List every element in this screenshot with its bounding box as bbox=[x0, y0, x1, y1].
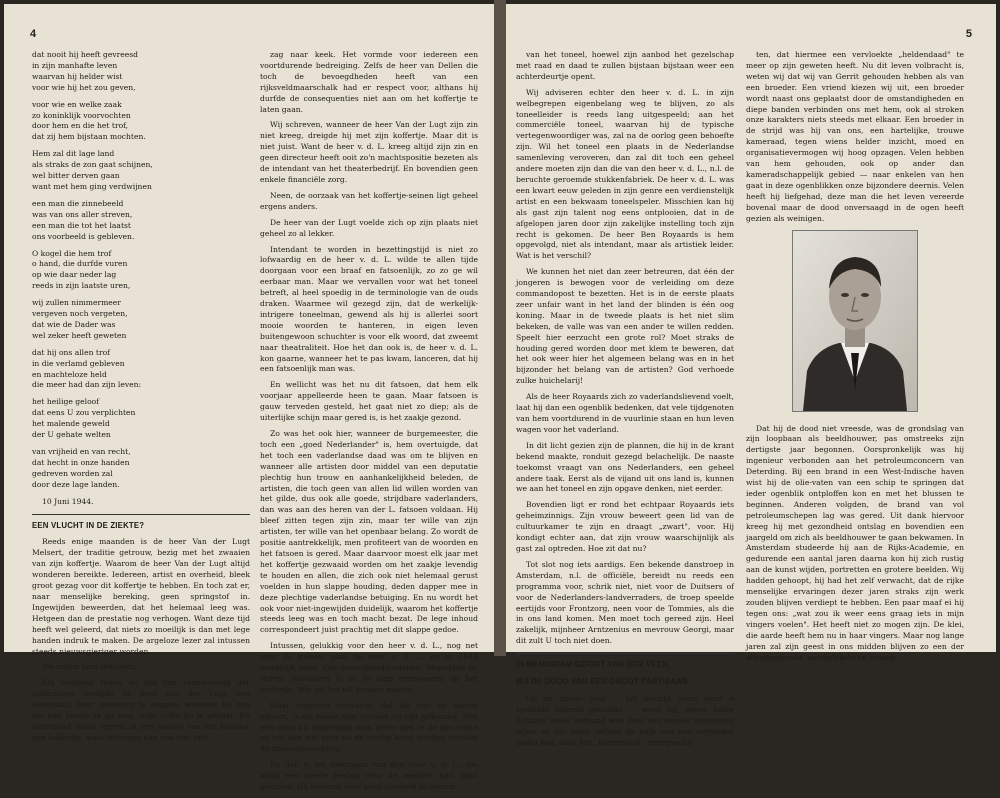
poem-stanza: Hem zal dit lage land als straks de zon gaat schijnen, wel bitter derven gaan want met hem ging verdwijnen bbox=[32, 149, 153, 191]
paragraph: Intendant te worden in bezettingstijd is niet zo lofwaardig en de heer v. d. L. wilde te allen tijde doorgaan voor een braaf en fatsoenlijk, zo zo ge wil eerbaar man. Maar we vervallen voor wat het toneel betreft, al heel spoedig in de terminologie van de ouds draken. Waarmee wil gezegd zijn, dat de werkelijk-intrigere toneelman, gewend als hij is allerlei soort mooie woorden te hanteren, in eigen leven buitengewoon schuchter is voor elk woord, dat zweemt naar theatraliteit. Hoe het dan ook is, de heer v. d. L. kon gaarne, wanneer het te pas kwam, lanceren, dat hij een fatsoenlijk man was. bbox=[260, 244, 478, 374]
memoriam-title: IN MEMORIAM GERRIT VAN DER VEEN. bbox=[516, 660, 671, 670]
right-page bbox=[506, 4, 996, 747]
paragraph: Tot slot nog iets aardigs. Een bekende danstroep in Amsterdam, n.l. de officiële, bereidt nu reeds een programma voor, schrik niet, niet voor de Duitsers of voor de Nederlanders-landverraders, de troep speelde eertijds voor Frontzorg, neen voor de Tommies, als die in ons land komen. Men moet toch gereed zijn. Heel zakelijk, mijnheer Arntzenius en mevrouw Georgi, maar dit zult U toch niet doen. bbox=[516, 559, 734, 646]
paragraph: Wij adviseren echter den heer v. d. L. in zijn welbegrepen eigenbelang weg te blijven, zo als toneelleider is reeds lang uitgespeeld; aan het commerciële toneel, waarvan hij de typische vertegenwoordiger was, zal na de oorlog geen behoefte zijn. Wil het toneel een plaats in de Nederlandse samenleving veroveren, dan zal dit toch een geheel andere moeten zijn dan die van den heer v. d. L., n.l. de beruchte geroemde stukkenfabriek. De heer v. d. L. was een kwart eeuw geleden in zijn genre een verdienstelijk artist en een bekwaam toneelspeler. Misschien kan hij als gast zijn talent nog eens ontplooien, dat in de afgelopen jaren door zijn zakelijke instelling toch zijn recht is gekomen. De heer Ben Royaards is hem opgevolgd, niet als intendant, maar als artistiek leider. Wat is het verschil? bbox=[516, 87, 734, 261]
paragraph: Elk voorjaar, tegen de tijd van vernieuwing der contracten, dreigde de heer van der Lugt met heengaan, door stereotyp te zeggen, wanneer hij zijn zin niet kreeg: ik ga weg, mijn koffertje is gepakt. En inderdaad stond ergens in een hoekje van het kantoor een koffertje, waar iedereen dan ook met ont- bbox=[32, 678, 250, 742]
paragraph: Als de heer Royaards zich zo vaderlandslievend voelt, laat hij dan een ogenblik bedenken, dat vele tijdgenoten van hem voortdurend in de vuurlinie staan en hun leven wagen voor het vaderland. bbox=[516, 392, 734, 434]
poem-stanza: voor wie en welke zaak zo koninklijk voorvochten door hem en die het trof, dat zij hem bijstaan mochten. bbox=[32, 99, 146, 142]
portrait-image bbox=[793, 231, 917, 411]
paragraph: Bovendien ligt er rond het echtpaar Royaards iets geheimzinnigs. Zijn vrouw beweert geen lid van de cultuurkamer te zijn en draagt „zwart", voor. Hij kondigt echter aan, dat zijn vrouw waarschijnlijk als gast zal optreden. Hoe zit dat nu? bbox=[516, 500, 734, 553]
paragraph: Dat hij de dood niet vreesde, was de grondslag van zijn loopbaan als beeldhouwer, pas omstreeks zijn dertigste jaar begonnen. Oorspronkelijk was hij ingenieur verbonden aan het petroleumconcern van Deterding. Bij een brand in een West-Indische haven wist hij de olie-vaten van een schip te springen dat ieder ogenblik ontploffen kon en met het blussen te beginnen. Anderen volgden, de brand van vol petroleumschepen lag was gered. Uit dank hiervoor kreeg hij met gezondheid ontslag en bovendien een jaargeld om zich als beeldhouwer te gaan bekwamen. In Amsterdam studeerde hij aan de Rijks-Academie, en gedurende een aantal jaren daarna kon hij zich rustig aan de kunst wijden, portretten en grotere beelden. Wij hadden gehoopt, hij had het zelf verwacht, dat de rijke menselijke ervaringen dezer jaren straks zijn werk zouden blijven verdiept te hebben. Een paar maaf ei hij tegen ons: „wat zou ik weer eens graag iets in mijn vingers voelen". Het heeft niet zo mogen zijn. De klei, die aarde heeft hem nu in haar vingers. Maar nog lange jaren zal zijn geest in ons midden blijven zo een der allerdapperste, menselijkste en belang- bbox=[746, 423, 964, 662]
paragraph: Op de tiende Juni — het bericht werd eerst e twaalfde bekend gemaakt — werd hij, wiens halve lichaam reeds verlamd was door een eerder ontvangen schot en die lader geheel de hulp van een verpleger nodig had, door het „Herrenvolk" neergescho- bbox=[516, 693, 734, 747]
poem-stanza: dat nooit hij heeft gevreesd in zijn manhafte leven waarvan hij helder wist voor wie hij het zou geven, bbox=[32, 50, 139, 92]
page-number-left: 4 bbox=[30, 28, 37, 40]
poem-stanza: van vrijheid en van recht, dat hecht in onze handen gedreven worden zal door deze lage landen. bbox=[32, 447, 131, 489]
book-gutter bbox=[494, 0, 506, 656]
memoriam-subtitle: BIJ DE DOOD VAN EEN GROOT PARTISAAN. bbox=[516, 677, 691, 687]
paragraph: Zo was het ook hier, wanneer de burgemeester, die toch een „goed Nederlander" is, hem overtuigde, dat het toch een vaderlandse daad was om te blijven en wanneer alle artisten door middel van een deputatie plechtig hun trouw en aanhankelijkheid beleden, de artisten, die toch geen van allen lid willen worden van het gilde, dus ook alle goede, strijdbare vaderlanders, dan was aan des heren van der L. fatsoen voldaan. Hij bleef zitten tegen zijn zin, maar ter wille van zijn artisten, ter wille van het openbaar belang. Zo wordt de positie aantrekkelijk, men profiteert van de woorden en het fatsoen is gered. Maar daarvoor moest elk jaar met het koffertje gezwaaid worden om het zaakje levendig te houden en allen, die zich ook niet helemaal gerust voelden in hun slappe houding, deden dapper mee in deze plechtige vaderlandse betuiging. En nu wordt het ook voor niet-ingewijden duidelijk, waarom het koffertje steeds leeg was en toch macht bezat. De lege inhoud correspondeert juist prachtig met dit slappe gedoe. bbox=[260, 429, 478, 635]
paragraph: Wij schreven, wanneer de heer Van der Lugt zijn zin niet kreeg, dreigde hij met zijn koffertje. Maar dit is niet juist. Want de heer v. d. L. kreeg altijd zijn zin en geen directeur heeft ooit zo'n machtspositie bezeten als de intendant van het theaterbedrijf. En bovendien geen enkele financiële zorg. bbox=[260, 120, 478, 184]
right-column-2 bbox=[746, 50, 964, 668]
divider bbox=[516, 653, 734, 654]
poem bbox=[32, 50, 250, 491]
left-column-2 bbox=[260, 50, 478, 798]
paragraph: We zullen hem inlichten. bbox=[42, 662, 137, 672]
poem-stanza: dat hij ons allen trof in die verlamd gebleven en machteloze held die meer had dan zijn leven: bbox=[32, 347, 142, 390]
paragraph: In dit licht gezien zijn de plannen, die hij in de krant bekend maakte, ronduit gezegd belachelijk. De naaste toekomst vraagt van ons Nederlanders, een geheel andere taak. Eerst als de vijand uit ons land is, kunnen we aan het toneel en zijn opgave denken, niet eerder. bbox=[516, 440, 734, 494]
divider bbox=[32, 514, 250, 515]
poem-stanza: O kogel die hem trof o hand, die durfde vuren op wie daar neder lag reeds in zijn laatste uren, bbox=[32, 248, 131, 291]
paragraph: Intussen, gelukkig voor den heer v. d. L., nog net voor de invasie gaat de heer v. d. L. nu in 1944 werkelijk heen. Om gezondheidsredenen. Misschien de reden, misschien is er te slap gereageerd op het koffertje. Wie zal het uit kunnen maken. bbox=[260, 641, 478, 694]
paragraph: ten, dat hiermee een vervloekte „heldendaad" te meer op zijn geweten heeft. Nu dit leven volbracht is, weten wij dat wij van Gerrit gehouden hebben als van een broeder. Een vriend kiezen wij uit, een broeder wordt naast ons geplaatst door de omstandigheden en diepe banden verbinden ons met hem, ook al stroken onze karakters niets steeds met elkaar. Een broeder in de strijd was hij van ons, een hartelijke, trouwe kameraad, tegen wiens helder inzicht, moed en organisatievermogen wij hoog opzagen. Velen hebben van hem gehouden, ook op ander dan kameradschappelijk gebied — naar enkelen van hen gaat in deze ogenblikken onze bijzondere deernis. Velen heeft hij liefgehad, deze man die het leven vereerde bovenal maar de dood onversaagd in de ogen heeft gezien als weinigen. bbox=[746, 50, 964, 223]
paragraph: En dan is het heengaan van den heer v. d. L., die altijd een goede feeling voor de realiteit had, juist gekozen. Hij bewerst voor goed afscheid te nemen bbox=[260, 760, 478, 792]
paragraph: De heer van der Lugt voelde zich op zijn plaats niet geheel zo al lekker. bbox=[260, 217, 478, 238]
paragraph: Waar iedereen verwacht, dat dit jaar de oorlog afloopt, is de ziekte dan precies op tijd gekomen. Met een mooi als fatsoenlijk man liever niet in de kou staan en het kon wel eens na de oorlog koud worden rondom de stadsschouwburg. bbox=[260, 700, 478, 754]
paragraph: van het toneel, hoewel zijn aanbod het gezelschap met raad en daad te zullen bijstaan bijstaan weer een achterdeurtje opent. bbox=[516, 50, 734, 81]
left-column-1 bbox=[32, 50, 250, 749]
paragraph: En wellicht was het nu dit fatsoen, dat hem elk voorjaar appelleerde heen te gaan. Maar fatsoen is gauw terveden gesteld, het gaat niet zo diep; als de uiterlijke schijn maar gered is, is het zaakje gezond. bbox=[260, 380, 478, 423]
right-column-1 bbox=[516, 50, 734, 753]
article-title: EEN VLUCHT IN DE ZIEKTE? bbox=[32, 520, 145, 530]
poem-stanza: een man die zinnebeeld was van ons aller streven, een man die tot het laatst ons voorbeeld is gebleven. bbox=[32, 198, 135, 241]
paragraph: Neen, de oorzaak van het koffertje-seinen ligt geheel ergens anders. bbox=[260, 190, 478, 211]
paragraph: Reeds enige maanden is de heer Van der Lugt Melsert, der traditie getrouw, bezig met het zwaaien van zijn koffertje. Waarom de heer Van der Lugt altijd wonderen bereikte. Iedereen, artist en overheid, bleek groot gezag voor dit koffertje te hebben. En toch zat er, naar menselijke bereking, geen springstof in. Ingewijden beweerden, dat het helemaal leeg was. Hetgeen dan de prestatie nog verhogen. Want deze tijd heeft wel geleerd, dat niets zo moeilijk is dan met lege handen indruk te maken. De argeloze lezer zal intussen steeds nieuwsgieriger worden. bbox=[32, 537, 250, 656]
left-page bbox=[4, 4, 494, 792]
paragraph: zag naar keek. Het vormde voor iedereen een voortdurende bedreiging. Zelfs de heer van Dellen die toch de bevoegdheden heeft van een rijksveldmaarschalk had er respect voor, althans hij durfde de consequenties niet aan om het koffertje te laten gaan. bbox=[260, 50, 478, 114]
page-number-right: 5 bbox=[965, 28, 972, 40]
poem-date: 10 Juni 1944. bbox=[42, 496, 94, 506]
poem-stanza: wij zullen nimmermeer vergeven noch vergeten, dat wie de Dader was wel zeker heeft geweten bbox=[32, 298, 128, 340]
portrait-photo bbox=[792, 230, 918, 412]
poem-stanza: het heilige geloof dat eens U zou verplichten het malende geweld der U gehate welten bbox=[32, 397, 136, 440]
paragraph: We kunnen het niet dan zeer betreuren, dat één der jongeren is bewogen voor de verleiding om deze commandopost te bezetten. Het is in de eerste plaats zeer unfair want in het land der blinden is één oog koning. Maar in de tweede plaats is het niet slim bekeken, de valle was van een ander te willen redden. Speelt hier eerzucht een grote rol? Moet straks de houding gered worden door met klem te beweren, dat het ook weer hier het algemeen belang was en in het bijzonder het belang van de artisten? God verhoede zulke huichelarij! bbox=[516, 267, 734, 386]
